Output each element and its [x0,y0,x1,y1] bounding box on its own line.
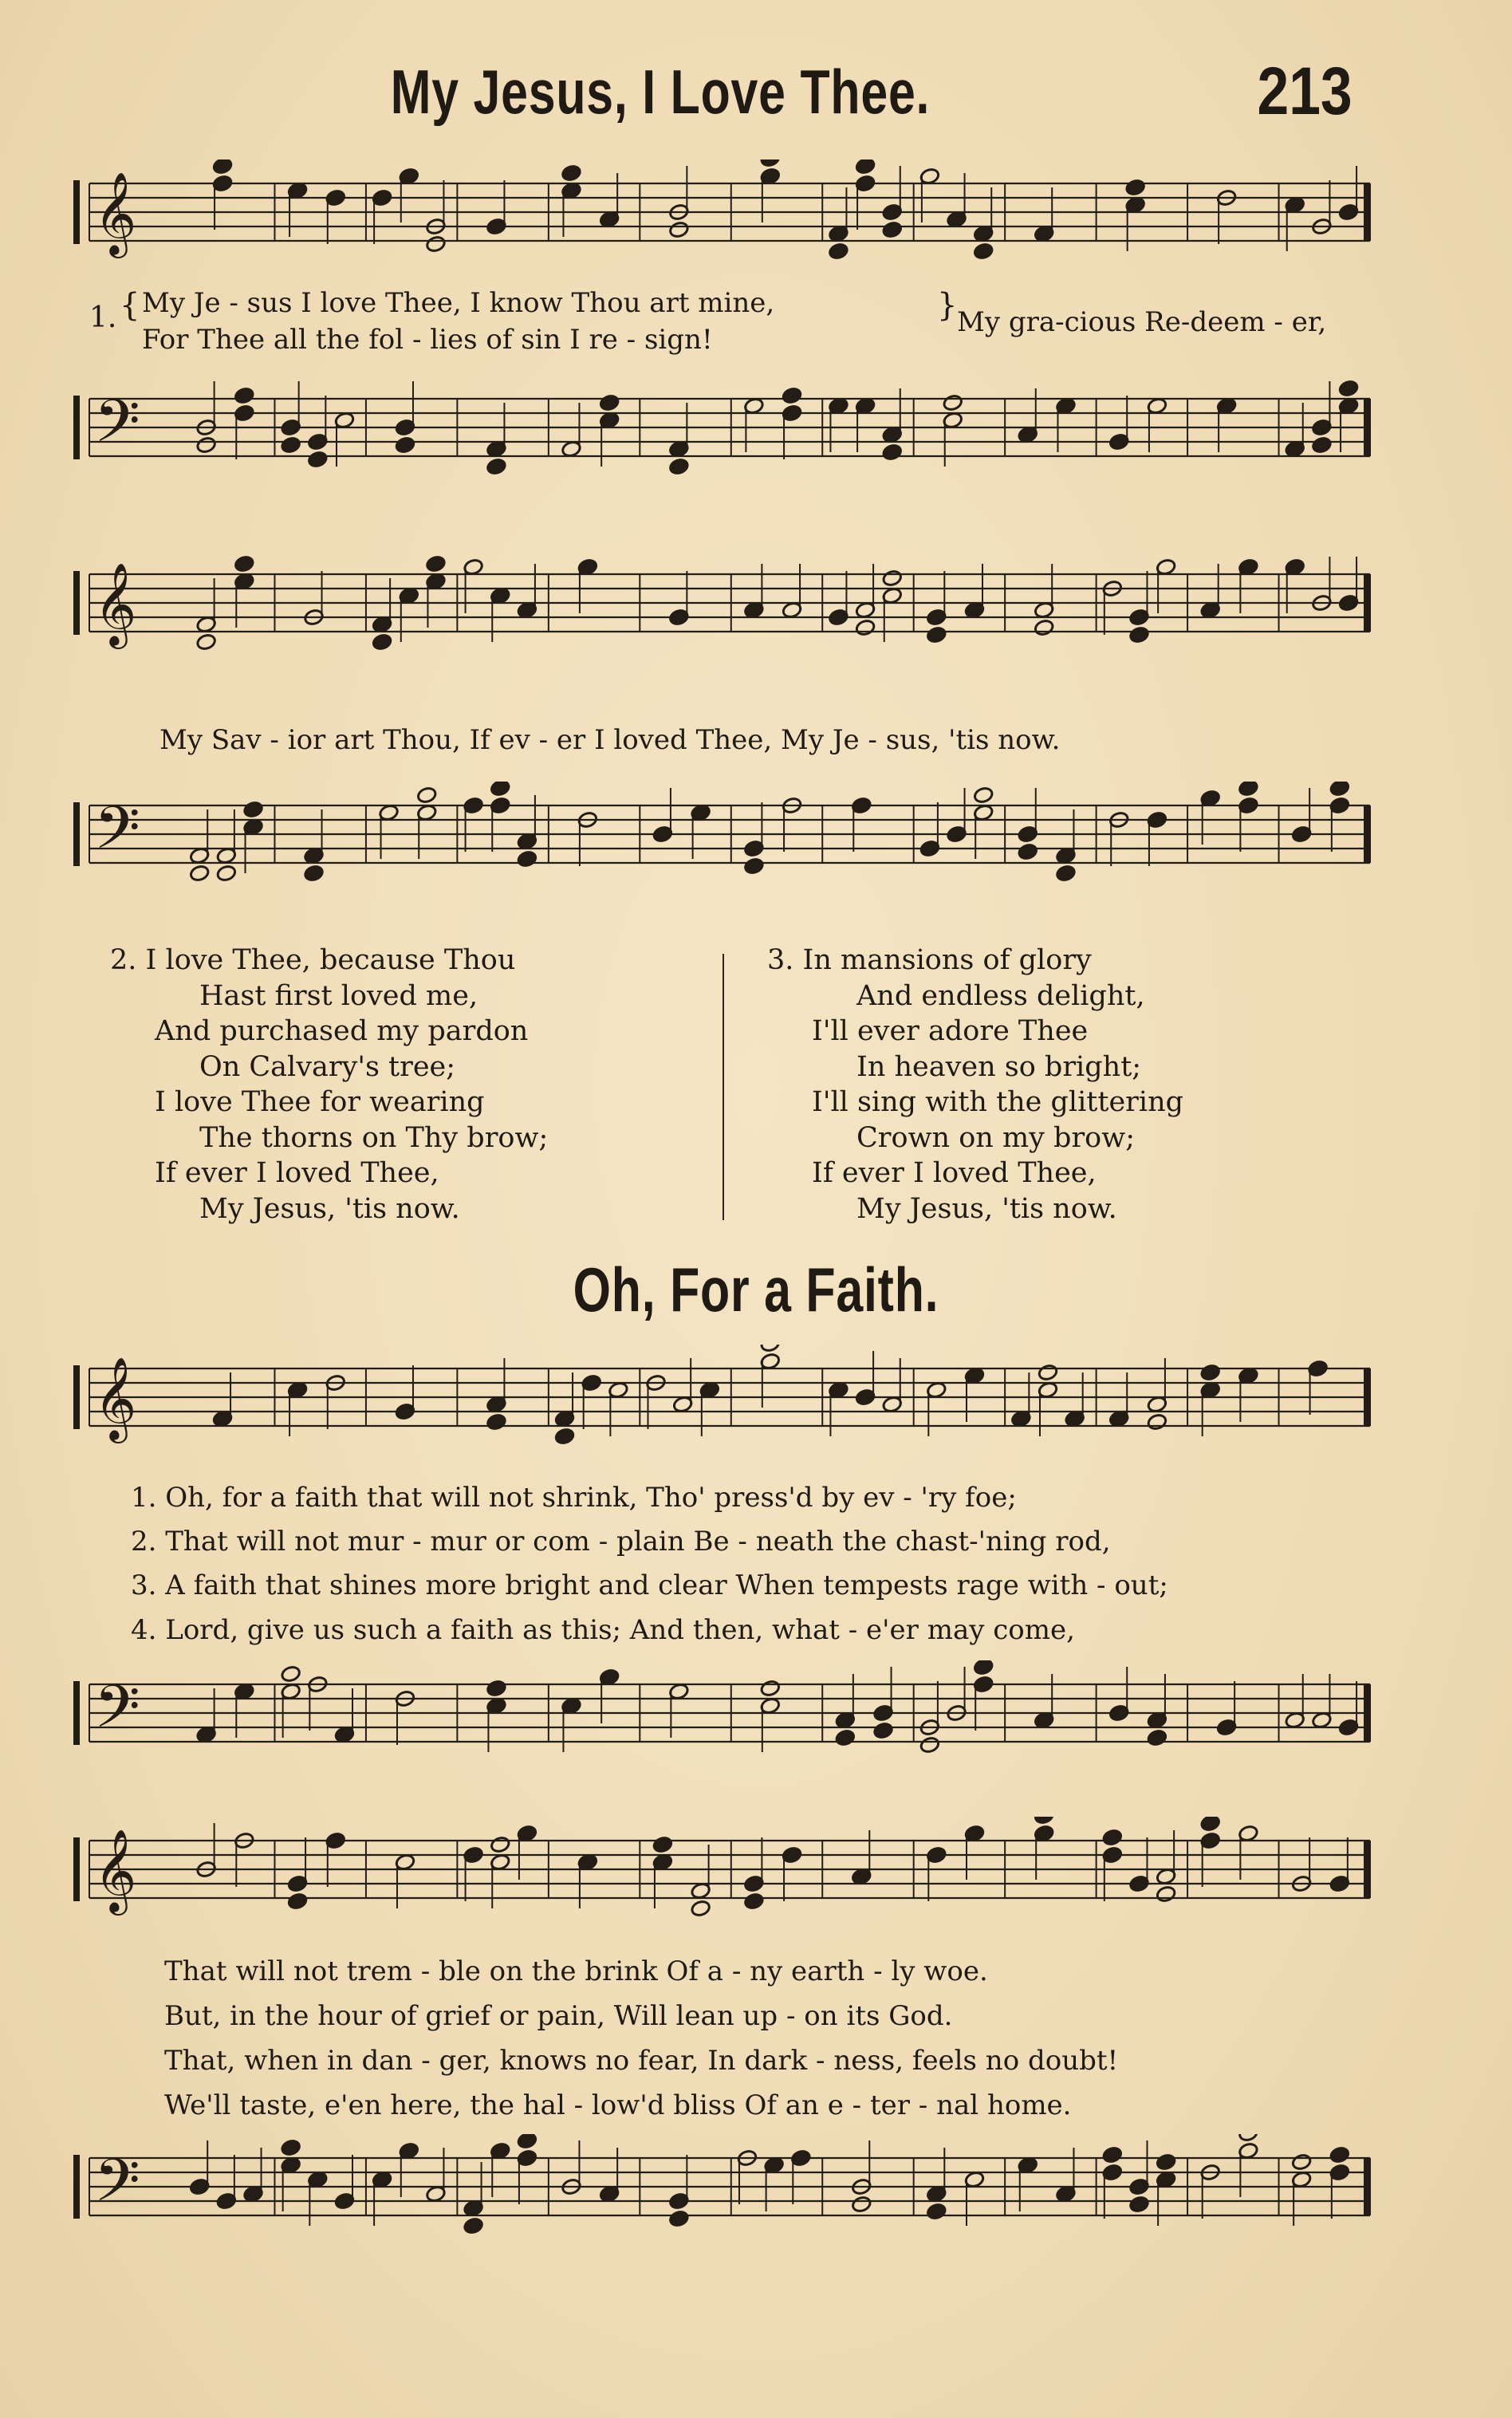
hymn1-system1-bass-staff [0,375,1512,494]
hymn2-system2-treble-staff [0,1817,1512,1952]
hymn-title-my-jesus: My Jesus, I Love Thee. [390,57,931,127]
lyric-line: 3. A faith that shines more bright and clear When tempests rage with - out; [131,1569,1168,1601]
verse-line: Hast first loved me, [199,979,478,1012]
svg-text:𝄢: 𝄢 [94,2146,140,2230]
hymn1-system1-treble-staff [0,159,1512,263]
lyric-line: But, in the hour of grief or pain, Will lean up - on its God. [164,2000,953,2032]
verse-2 [110,943,548,1227]
verse-line: I love Thee for wearing [155,1086,485,1118]
svg-text:𝄢: 𝄢 [94,1672,140,1756]
hymn2-system1-treble-staff [0,1345,1512,1464]
verse-number: 1. [89,301,117,334]
lyric-line: My Sav - ior art Thou, If ev - er I loved Thee, My Je - sus, 'tis now. [159,724,1061,756]
verse-line: On Calvary's tree; [199,1050,456,1083]
verse-line: And endless delight, [856,979,1145,1012]
verse-3 [767,943,1183,1227]
verse-divider [723,954,724,1220]
hymn1-system2-treble-staff [0,550,1512,686]
verse-line: My Jesus, 'tis now. [199,1192,460,1225]
hymn1-system2-bass-staff [0,782,1512,909]
verse-line: The thorns on Thy brow; [199,1121,549,1154]
lyric-line: That, when in dan - ger, knows no fear, In dark - ness, feels no doubt! [164,2045,1119,2077]
verse-line: My Jesus, 'tis now. [856,1192,1117,1225]
svg-text:𝄞: 𝄞 [94,1357,137,1440]
lyric-brace-left: { [120,287,140,324]
hymn2-system2-bass-staff [0,2134,1512,2270]
verse-line: If ever I loved Thee, [155,1157,439,1189]
svg-text:𝄞: 𝄞 [94,562,137,646]
svg-text:𝄞: 𝄞 [94,1829,137,1912]
verse-line: I'll sing with the glittering [812,1086,1184,1118]
lyric-line: 2. That will not mur - mur or com - plain Be - neath the chast-'ning rod, [131,1526,1111,1558]
lyric-line: My gra-cious Re-deem - er, [957,306,1327,338]
svg-text:𝄢: 𝄢 [94,794,140,877]
svg-text:𝄢: 𝄢 [94,387,140,471]
lyric-line: My Je - sus I love Thee, I know Thou art mine, [142,287,775,319]
lyric-line: 1. Oh, for a faith that will not shrink, Tho' press'd by ev - 'ry foe; [131,1482,1017,1514]
lyric-line: That will not trem - ble on the brink Of a - ny earth - ly woe. [164,1955,988,1987]
verse-line: In heaven so bright; [856,1050,1142,1083]
verse-line: If ever I loved Thee, [812,1157,1097,1189]
page-number: 213 [1257,53,1353,128]
lyric-line: 4. Lord, give us such a faith as this; And then, what - e'er may come, [131,1614,1075,1646]
verse-number: 3. [767,944,794,976]
verse-line: In mansions of glory [802,944,1092,976]
verse-line: I love Thee, because Thou [145,944,516,976]
hymn2-system1-bass-staff [0,1660,1512,1796]
svg-text:𝄞: 𝄞 [94,171,137,255]
lyric-line: We'll taste, e'en here, the hal - low'd bliss Of an e - ter - nal home. [164,2089,1072,2121]
verse-line: I'll ever adore Thee [812,1015,1089,1047]
verse-line: And purchased my pardon [155,1015,529,1047]
lyric-line: For Thee all the fol - lies of sin I re - sign! [142,324,713,356]
verse-line: Crown on my brow; [856,1121,1135,1154]
hymn-title-oh-for-a-faith: Oh, For a Faith. [573,1254,939,1325]
lyric-brace-right: } [937,287,958,324]
verse-number: 2. [110,944,137,976]
